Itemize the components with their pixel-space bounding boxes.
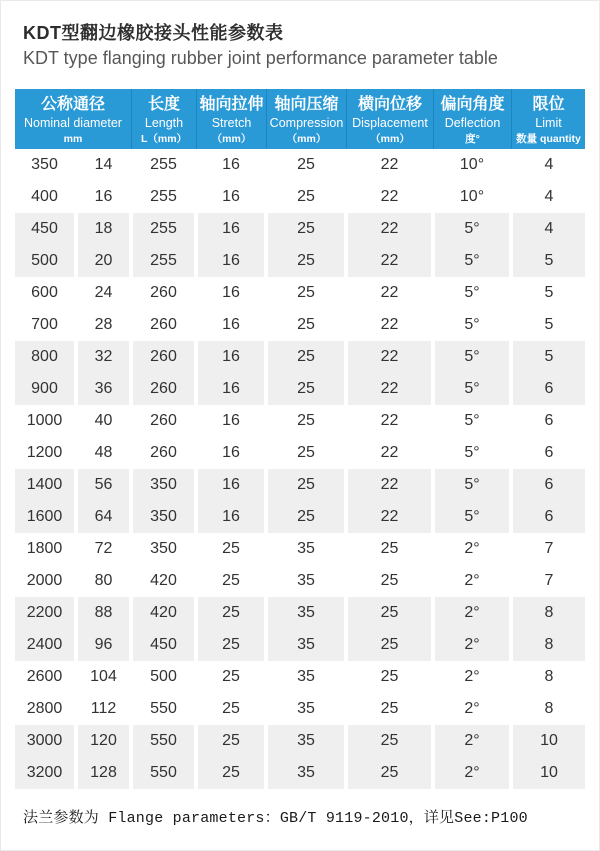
table-cell: 4 (511, 213, 585, 245)
column-header-zh: 轴向拉伸 (199, 96, 264, 113)
table-cell: 16 (196, 181, 266, 213)
table-cell: 5° (433, 213, 511, 245)
table-cell: 2° (433, 565, 511, 597)
table-cell: 35 (266, 565, 346, 597)
table-cell: 5° (433, 405, 511, 437)
column-header-en: Nominal diameter (24, 116, 122, 130)
table-cell: 25 (266, 341, 346, 373)
table-cell: 120 (76, 725, 131, 757)
table-cell: 35 (266, 757, 346, 789)
table-cell: 16 (196, 373, 266, 405)
table-cell: 25 (266, 149, 346, 181)
table-row (15, 501, 585, 533)
table-cell: 25 (196, 725, 266, 757)
table-cell: 800 (15, 341, 76, 373)
table-cell: 25 (266, 437, 346, 469)
table-cell: 2° (433, 757, 511, 789)
table-cell: 25 (196, 597, 266, 629)
table-cell: 22 (346, 213, 433, 245)
table-cell: 112 (76, 693, 131, 725)
table-cell: 88 (76, 597, 131, 629)
table-cell: 8 (511, 629, 585, 661)
table-cell: 48 (76, 437, 131, 469)
table-cell: 35 (266, 629, 346, 661)
table-row (15, 405, 585, 437)
table-cell: 255 (131, 213, 196, 245)
table-cell: 8 (511, 693, 585, 725)
table-cell: 25 (346, 565, 433, 597)
table-cell: 550 (131, 725, 196, 757)
table-cell: 600 (15, 277, 76, 309)
table-cell: 2° (433, 597, 511, 629)
table-header-row (15, 89, 585, 149)
table-cell: 350 (131, 533, 196, 565)
table-cell: 22 (346, 245, 433, 277)
table-cell: 450 (15, 213, 76, 245)
table-cell: 104 (76, 661, 131, 693)
table-cell: 6 (511, 373, 585, 405)
table-cell: 260 (131, 437, 196, 469)
table-cell: 700 (15, 309, 76, 341)
table-cell: 260 (131, 277, 196, 309)
table-cell: 16 (76, 181, 131, 213)
table-cell: 56 (76, 469, 131, 501)
table-cell: 25 (266, 373, 346, 405)
table-cell: 25 (196, 629, 266, 661)
table-cell: 6 (511, 469, 585, 501)
table-cell: 22 (346, 437, 433, 469)
table-cell: 16 (196, 277, 266, 309)
column-header-zh: 偏向角度 (440, 96, 505, 113)
table-row (15, 181, 585, 213)
table-cell: 25 (266, 309, 346, 341)
table-cell: 16 (196, 309, 266, 341)
column-header-unit: （mm） (211, 133, 252, 145)
table-cell: 550 (131, 693, 196, 725)
table-cell: 350 (131, 469, 196, 501)
table-cell: 255 (131, 181, 196, 213)
column-header (433, 89, 511, 149)
table-cell: 2° (433, 629, 511, 661)
column-header-en: Limit (535, 116, 562, 130)
table-cell: 5° (433, 277, 511, 309)
table-cell: 22 (346, 341, 433, 373)
table-cell: 5 (511, 309, 585, 341)
table-cell: 2° (433, 725, 511, 757)
table-row (15, 277, 585, 309)
column-header-unit: （mm） (370, 133, 410, 145)
table-cell: 18 (76, 213, 131, 245)
table-row (15, 661, 585, 693)
table-cell: 25 (346, 757, 433, 789)
table-cell: 22 (346, 405, 433, 437)
table-row (15, 149, 585, 181)
table-cell: 260 (131, 405, 196, 437)
table-cell: 25 (266, 469, 346, 501)
table-cell: 25 (346, 693, 433, 725)
table-cell: 7 (511, 565, 585, 597)
table-cell: 32 (76, 341, 131, 373)
table-cell: 2° (433, 533, 511, 565)
table-cell: 16 (196, 341, 266, 373)
table-cell: 8 (511, 597, 585, 629)
table-cell: 22 (346, 149, 433, 181)
table-cell: 35 (266, 725, 346, 757)
table-row (15, 597, 585, 629)
table-cell: 5° (433, 245, 511, 277)
table-cell: 22 (346, 373, 433, 405)
column-header (511, 89, 585, 149)
table-cell: 4 (511, 181, 585, 213)
table-cell: 10 (511, 725, 585, 757)
table-cell: 22 (346, 181, 433, 213)
table-cell: 25 (346, 533, 433, 565)
table-cell: 25 (266, 501, 346, 533)
table-row (15, 245, 585, 277)
table-cell: 25 (266, 181, 346, 213)
column-header (266, 89, 346, 149)
table-cell: 25 (346, 597, 433, 629)
table-cell: 16 (196, 245, 266, 277)
table-header (15, 89, 585, 149)
table-cell: 7 (511, 533, 585, 565)
table-cell: 10 (511, 757, 585, 789)
table-cell: 35 (266, 533, 346, 565)
table-cell: 260 (131, 309, 196, 341)
table-cell: 25 (346, 725, 433, 757)
table-cell: 350 (15, 149, 76, 181)
table-cell: 2000 (15, 565, 76, 597)
column-header-unit: 度° (465, 133, 480, 145)
table-cell: 128 (76, 757, 131, 789)
table-cell: 5° (433, 469, 511, 501)
table-row (15, 437, 585, 469)
table-row (15, 725, 585, 757)
column-header-zh: 限位 (532, 96, 565, 113)
column-header-zh: 横向位移 (357, 96, 422, 113)
table-cell: 5° (433, 437, 511, 469)
column-header-zh: 轴向压缩 (274, 96, 339, 113)
table-cell: 35 (266, 661, 346, 693)
table-cell: 8 (511, 661, 585, 693)
column-header-unit: mm (63, 133, 83, 145)
column-header-en: Displacement (352, 116, 428, 130)
table-cell: 1400 (15, 469, 76, 501)
column-header-en: Compression (269, 116, 344, 130)
column-header-en: Deflection (444, 116, 501, 130)
column-header (196, 89, 266, 149)
table-row (15, 757, 585, 789)
table-row (15, 629, 585, 661)
page-title: KDT型翻边橡胶接头性能参数表 (23, 23, 284, 43)
table-cell: 3200 (15, 757, 76, 789)
table-cell: 25 (346, 629, 433, 661)
table-cell: 6 (511, 405, 585, 437)
table-cell: 25 (266, 213, 346, 245)
table-cell: 2800 (15, 693, 76, 725)
table-cell: 550 (131, 757, 196, 789)
table-cell: 16 (196, 149, 266, 181)
table-cell: 10° (433, 149, 511, 181)
table-cell: 16 (196, 501, 266, 533)
table-cell: 35 (266, 597, 346, 629)
table-cell: 24 (76, 277, 131, 309)
column-header-zh: 公称通径 (40, 96, 105, 113)
table-row (15, 469, 585, 501)
table-cell: 5° (433, 341, 511, 373)
table-cell: 2° (433, 661, 511, 693)
table-cell: 255 (131, 245, 196, 277)
table-cell: 420 (131, 565, 196, 597)
table-row (15, 309, 585, 341)
column-header-en: Length (144, 116, 184, 130)
table-cell: 450 (131, 629, 196, 661)
column-header-unit: （mm） (286, 133, 327, 145)
table-cell: 4 (511, 149, 585, 181)
table-row (15, 565, 585, 597)
table-cell: 20 (76, 245, 131, 277)
table-cell: 1600 (15, 501, 76, 533)
table-row (15, 693, 585, 725)
table-cell: 16 (196, 469, 266, 501)
column-header (131, 89, 196, 149)
table-cell: 25 (346, 661, 433, 693)
table-cell: 22 (346, 501, 433, 533)
table-cell: 5 (511, 341, 585, 373)
table-cell: 5° (433, 309, 511, 341)
table-body (15, 149, 585, 789)
table-cell: 16 (196, 405, 266, 437)
column-header (15, 89, 131, 149)
table-cell: 25 (196, 661, 266, 693)
table-cell: 40 (76, 405, 131, 437)
table-cell: 500 (15, 245, 76, 277)
table-cell: 80 (76, 565, 131, 597)
title-block (1, 1, 599, 71)
table-cell: 2600 (15, 661, 76, 693)
table-row (15, 373, 585, 405)
column-header-unit: 数量 quantity (516, 133, 581, 145)
table-cell: 25 (196, 565, 266, 597)
footer-note: 法兰参数为 Flange parameters：GB/T 9119-2010，详见See:P100 (23, 810, 528, 827)
table-row (15, 213, 585, 245)
table-cell: 25 (196, 693, 266, 725)
table-cell: 255 (131, 149, 196, 181)
table-row (15, 341, 585, 373)
table-cell: 14 (76, 149, 131, 181)
table-cell: 10° (433, 181, 511, 213)
table-cell: 1000 (15, 405, 76, 437)
table-cell: 22 (346, 277, 433, 309)
column-header-en: Stretch (211, 116, 252, 130)
table-cell: 25 (266, 405, 346, 437)
table-cell: 25 (196, 533, 266, 565)
column-header (346, 89, 433, 149)
table-cell: 5 (511, 245, 585, 277)
column-header-zh: 长度 (147, 96, 180, 113)
table-cell: 5° (433, 501, 511, 533)
table-cell: 6 (511, 501, 585, 533)
table-cell: 6 (511, 437, 585, 469)
table-cell: 96 (76, 629, 131, 661)
table-cell: 22 (346, 469, 433, 501)
table-row (15, 533, 585, 565)
table-cell: 1200 (15, 437, 76, 469)
column-header-unit: L（mm） (140, 133, 188, 145)
table-cell: 25 (196, 757, 266, 789)
table-cell: 64 (76, 501, 131, 533)
table-cell: 3000 (15, 725, 76, 757)
table-cell: 260 (131, 341, 196, 373)
table-cell: 72 (76, 533, 131, 565)
table-cell: 1800 (15, 533, 76, 565)
table-cell: 900 (15, 373, 76, 405)
table-cell: 28 (76, 309, 131, 341)
table-cell: 16 (196, 213, 266, 245)
table-cell: 25 (266, 277, 346, 309)
parameter-table (15, 89, 585, 789)
table-cell: 420 (131, 597, 196, 629)
table-cell: 2° (433, 693, 511, 725)
table-cell: 5° (433, 373, 511, 405)
table-cell: 2400 (15, 629, 76, 661)
table-cell: 16 (196, 437, 266, 469)
table-cell: 5 (511, 277, 585, 309)
table-cell: 25 (266, 245, 346, 277)
page-subtitle: KDT type flanging rubber joint performance parameter table (23, 48, 498, 68)
table-cell: 260 (131, 373, 196, 405)
table-cell: 36 (76, 373, 131, 405)
table-cell: 22 (346, 309, 433, 341)
table-cell: 35 (266, 693, 346, 725)
table-cell: 500 (131, 661, 196, 693)
table-cell: 2200 (15, 597, 76, 629)
table-cell: 350 (131, 501, 196, 533)
table-cell: 400 (15, 181, 76, 213)
